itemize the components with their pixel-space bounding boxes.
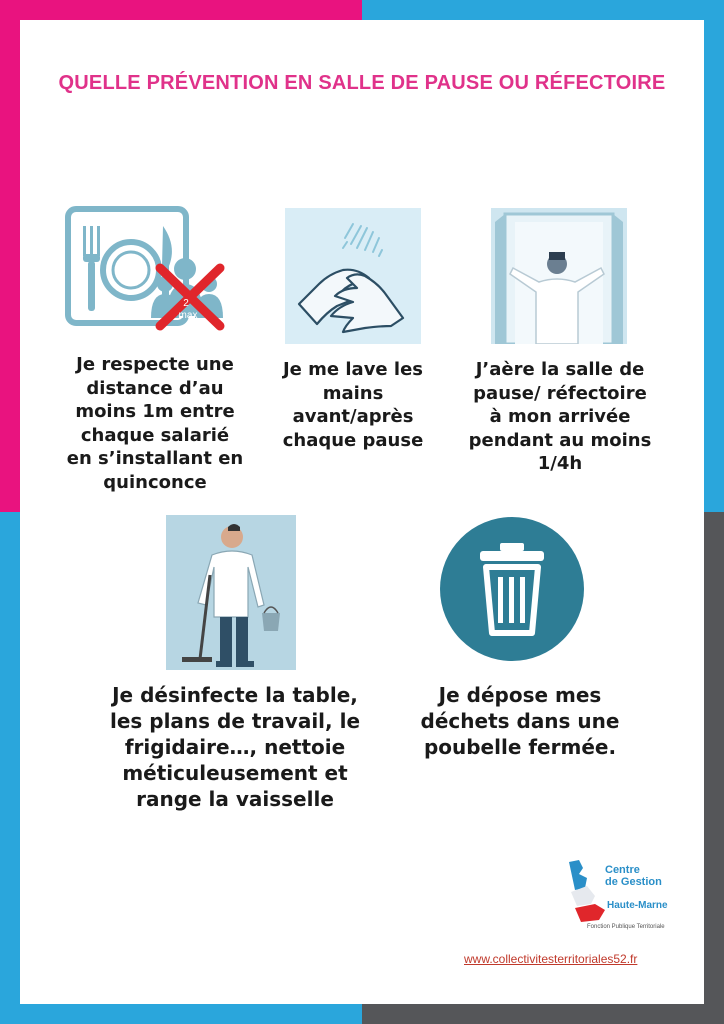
caption-window [460,358,660,476]
caption-line: pause/ réfectoire [473,382,647,404]
logo-line: Haute-Marne [607,900,668,911]
trash-bin-icon [440,517,584,661]
cdg-logo [565,858,685,938]
logo-line: de Gestion [605,876,662,888]
caption-line: pendant au moins [468,429,652,451]
caption-line: Je me lave les [282,359,424,380]
caption-line: chaque pause [282,429,424,451]
caption-trash [400,682,640,760]
caption-line: J’aère la salle de [475,359,645,380]
logo-subtitle: Fonction Publique Territoriale [587,924,665,930]
caption-line: mains [322,382,384,404]
poster-sheet [20,20,704,1004]
cleaner-icon [166,515,296,670]
caption-line: range la vaisselle [136,787,334,811]
caption-line: en s’installant en [66,448,244,469]
caption-line: frigidaire…, nettoie [124,735,346,759]
caption-line: 1/4h [537,453,583,474]
caption-line: avant/après [292,406,414,427]
caption-distance [40,353,270,494]
caption-line: méticuleusement et [122,761,348,785]
logo-line: Centre [605,864,640,876]
caption-line: chaque salarié [80,424,230,446]
website-link[interactable]: www.collectivitesterritoriales52.fr [464,952,638,966]
caption-line: quinconce [103,471,207,493]
caption-line: déchets dans une [420,709,620,733]
caption-line: Je désinfecte la table, [112,683,358,707]
caption-line: à mon arrivée [489,406,631,427]
logo-text [605,864,662,888]
caption-cleaning [90,682,380,812]
caption-line: moins 1m entre [75,401,235,422]
badge-text: 2 [183,298,189,309]
handwash-icon [285,208,421,344]
caption-line: poubelle fermée. [423,735,617,759]
caption-line: distance d’au [86,377,224,399]
caption-handwash [263,358,443,452]
caption-line: Je dépose mes [438,683,602,707]
badge-text-max: max [178,310,198,321]
plate-distance-icon [65,206,245,334]
caption-line: Je respecte une [76,354,234,375]
caption-line: les plans de travail, le [109,709,361,733]
page-title: QUELLE PRÉVENTION EN SALLE DE PAUSE OU RÉFECTOIRE [58,72,666,94]
open-window-icon [491,208,627,344]
